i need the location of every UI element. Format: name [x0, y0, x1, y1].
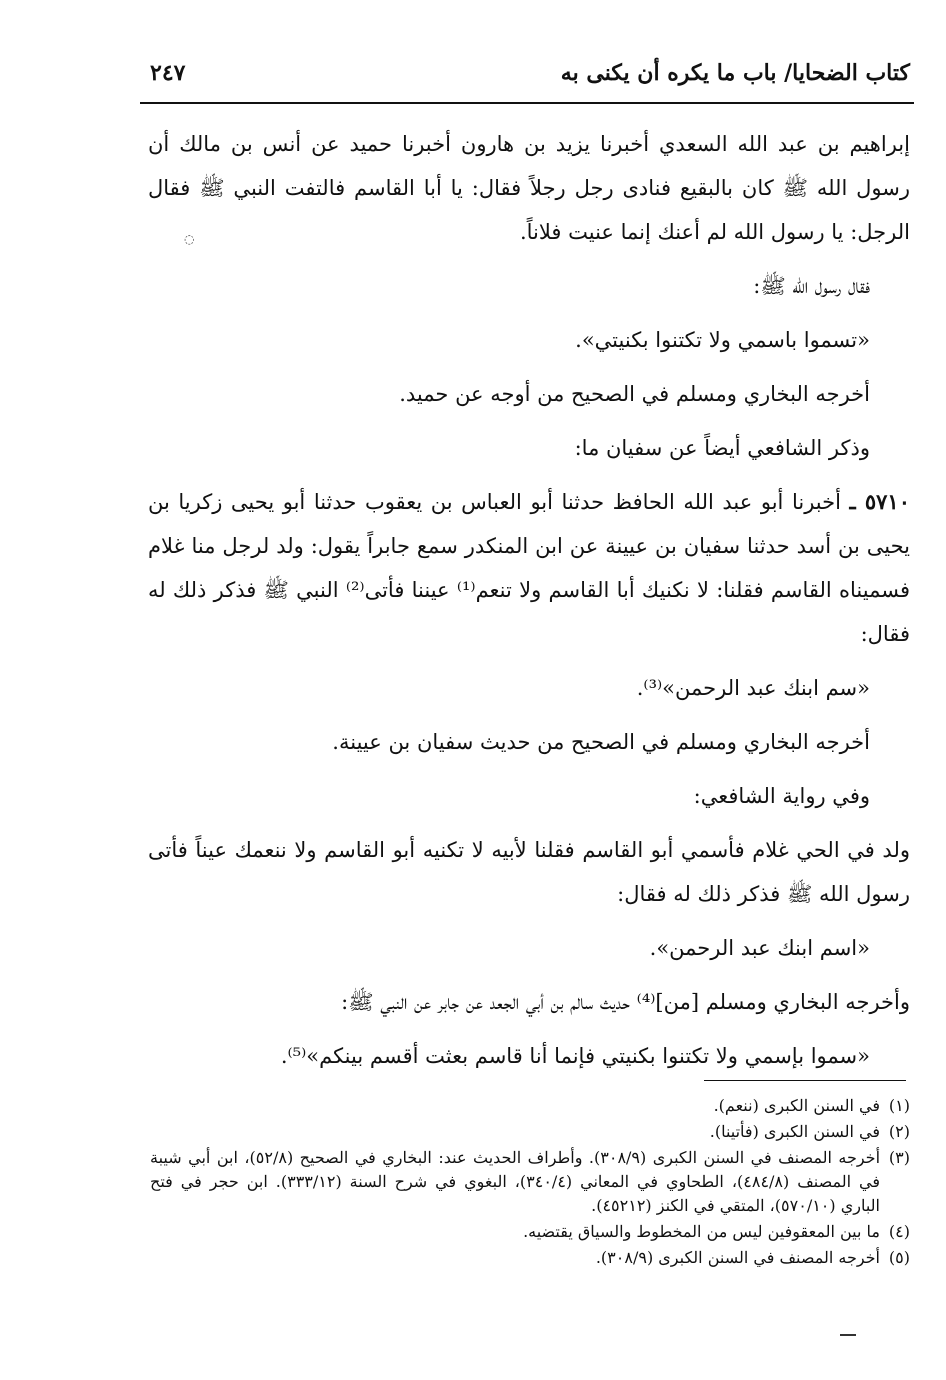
prophetic-quote: «اسم ابنك عبد الرحمن».: [649, 936, 870, 960]
footnote-text: في السنن الكبرى (ننعم).: [713, 1096, 880, 1115]
chapter-title: كتاب الضحايا/ باب ما يكره أن يكنى به: [560, 60, 910, 86]
footnote-number: (٢): [888, 1122, 910, 1141]
paragraph: ولد في الحي غلام فأسمي أبو القاسم فقلنا لأبيه لا تكنيه أبو القاسم ولا ننعمك عيناً فأتى رسول الله ﷺ فذكر ذلك له فقال:: [148, 838, 910, 906]
paragraph: وأخرجه البخاري ومسلم [من]⁽⁴⁾ حديث سالم بن أبي الجعد عن جابر عن النبي ﷺ:: [341, 990, 910, 1014]
prophetic-quote: «سموا بإسمي ولا تكتنوا بكنيتي فإنما أنا قاسم بعثت أقسم بينكم»⁽⁵⁾.: [280, 1044, 870, 1068]
footnote: [150, 1246, 910, 1270]
footnote-number: (٣): [888, 1148, 910, 1167]
margin-speck: ◌: [184, 232, 195, 246]
footnote: [150, 1094, 910, 1118]
footnote-text: ما بين المعقوفين ليس من المخطوط والسياق يقتضيه.: [523, 1222, 880, 1241]
footnote-number: (٥): [888, 1248, 910, 1267]
footnote-text: أخرجه المصنف في السنن الكبرى (٣٠٨/٩). وأطراف الحديث عند: البخاري في الصحيح (٥٢/٨)، ابن أبي شيبة في المصنف (٤٨٤/٨)، الطحاوي في المعاني (٣٤٠/٤)، البغوي في شرح السنة (٣٣٣/١٢). ابن حجر في فتح الباري (٥٧٠/١٠)، المتقي في الكنز (٤٥٢١٢).: [150, 1148, 881, 1215]
paragraph: إبراهيم بن عبد الله السعدي أخبرنا يزيد بن هارون أخبرنا حميد عن أنس بن مالك أن رسول الله ﷺ كان بالبقيع فنادى رجل رجلاً فقال: يا أبا القاسم فالتفت النبي ﷺ فقال الرجل: يا رسول الله لم أعنك إنما عنيت فلاناً.: [148, 132, 910, 244]
footnote-divider: [704, 1080, 906, 1081]
hadith-text: أخبرنا أبو عبد الله الحافظ حدثنا أبو العباس بن يعقوب حدثنا أبو يحيى زكريا بن يحيى بن أسد حدثنا سفيان بن عيينة عن ابن المنكدر سمع جابراً يقول: ولد لرجل منا غلام فسميناه القاسم فقلنا: لا نكنيك أبا القاسم ولا تنعم⁽¹⁾ عيننا فأتى⁽²⁾ النبي ﷺ فذكر ذلك له فقال:: [148, 490, 910, 646]
paragraph: فقال رسول الله ﷺ:: [753, 274, 870, 298]
running-header: [150, 56, 910, 96]
footnote-number: (١): [888, 1096, 910, 1115]
hadith-paragraph: [148, 480, 910, 656]
paragraph: وذكر الشافعي أيضاً عن سفيان ما:: [574, 436, 870, 460]
footnote-number: (٤): [888, 1222, 910, 1241]
paragraph: أخرجه البخاري ومسلم في الصحيح من أوجه عن حميد.: [399, 382, 870, 406]
paragraph: وفي رواية الشافعي:: [693, 784, 870, 808]
footnotes: [150, 1094, 910, 1272]
hadith-number: ٥٧١٠ ـ: [849, 489, 910, 514]
footnote: [150, 1120, 910, 1144]
paragraph: أخرجه البخاري ومسلم في الصحيح من حديث سفيان بن عيينة.: [332, 730, 870, 754]
page-end-mark: [840, 1334, 856, 1336]
footnote-text: في السنن الكبرى (فأتينا).: [709, 1122, 880, 1141]
main-text: [148, 122, 910, 1088]
footnote-text: أخرجه المصنف في السنن الكبرى (٣٠٨/٩).: [595, 1248, 880, 1267]
prophetic-quote: «سم ابنك عبد الرحمن»⁽³⁾.: [636, 676, 870, 700]
prophetic-quote: «تسموا باسمي ولا تكتنوا بكنيتي».: [575, 328, 870, 352]
header-divider: [140, 102, 914, 104]
footnote: [150, 1220, 910, 1244]
page-number: ٢٤٧: [150, 60, 186, 86]
footnote: [150, 1146, 910, 1218]
